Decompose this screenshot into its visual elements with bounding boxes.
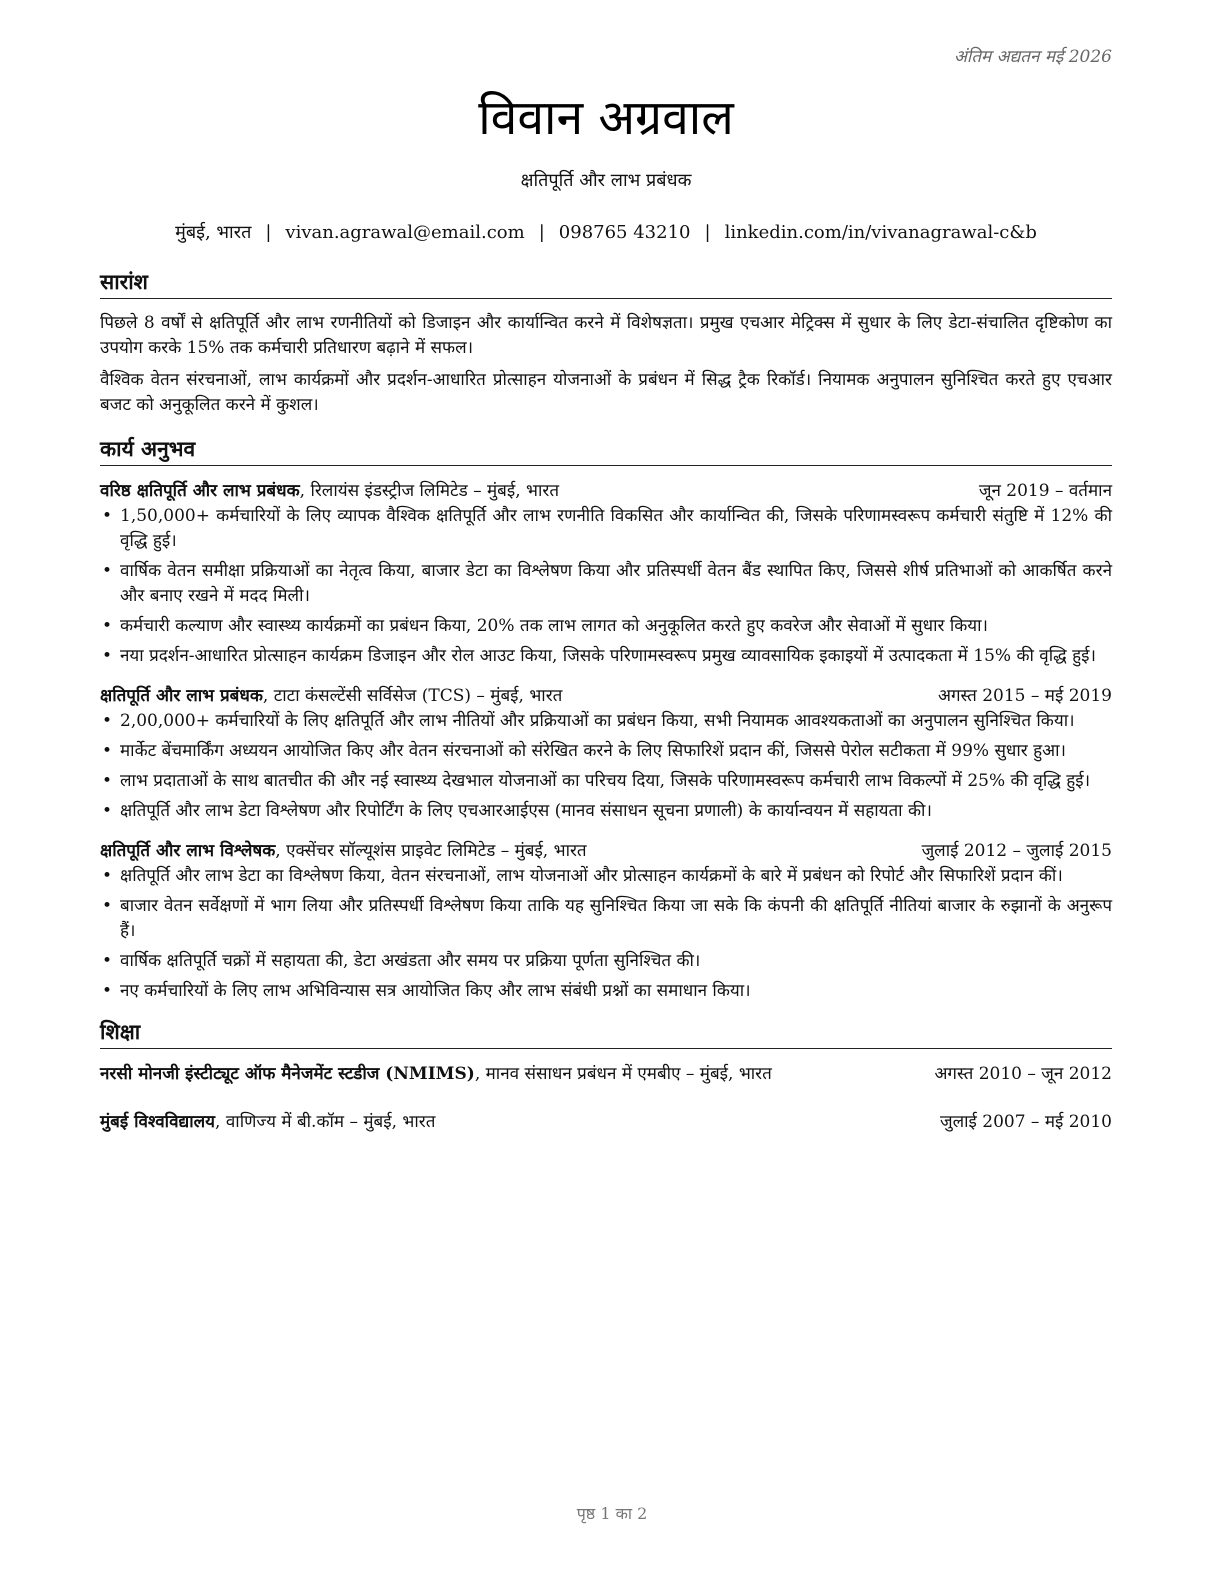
job-header [100,683,1112,709]
resume-page [100,0,1112,1584]
education-entry [100,1109,1112,1135]
contact-line [100,220,1112,244]
contact-location: मुंबई, भारत [175,222,252,243]
education-degree: , वाणिज्य में बी.कॉम – मुंबई, भारत [215,1112,436,1132]
experience-section [100,435,1112,1004]
summary-paragraph: पिछले 8 वर्षों से क्षतिपूर्ति और लाभ रणनीतियों को डिजाइन और कार्यान्वित करने में विशेषज्ञता। प्रमुख एचआर मेट्रिक्स में सुधार के लिए डेटा-संचालित दृष्टिकोण का उपयोग करके 15% तक कर्मचारी प्रतिधारण बढ़ाने में सफल। [100,313,1112,358]
job-role-company [100,683,562,709]
contact-email[interactable]: vivan.agrawal@email.com [285,222,525,243]
job-dates: अगस्त 2015 – मई 2019 [937,686,1112,706]
job-bullets [100,709,1112,824]
job-company: , एक्सेंचर सॉल्यूशंस प्राइवेट लिमिटेड – मुंबई, भारत [275,841,587,861]
job-role: वरिष्ठ क्षतिपूर्ति और लाभ प्रबंधक [100,481,300,501]
contact-linkedin[interactable]: linkedin.com/in/vivanagrawal-c&b [724,222,1037,243]
job-role: क्षतिपूर्ति और लाभ प्रबंधक [100,686,263,706]
job-bullet: • लाभ प्रदाताओं के साथ बातचीत की और नई स्वास्थ्य देखभाल योजनाओं का परिचय दिया, जिसके परिणामस्वरूप कर्मचारी लाभ विकल्पों में 25% की वृद्धि हुई। [100,769,1112,794]
education-institution-degree [100,1061,772,1087]
job-header [100,838,1112,864]
job-bullet: • नया प्रदर्शन-आधारित प्रोत्साहन कार्यक्रम डिजाइन और रोल आउट किया, जिसके परिणामस्वरूप प्रमुख व्यावसायिक इकाइयों में उत्पादकता में 15% की वृद्धि हुई। [100,644,1112,669]
job-bullet: • वार्षिक क्षतिपूर्ति चक्रों में सहायता की, डेटा अखंडता और समय पर प्रक्रिया पूर्णता सुनिश्चित की। [100,949,1112,974]
education-heading: शिक्षा [100,1018,1112,1049]
job-bullet: • कर्मचारी कल्याण और स्वास्थ्य कार्यक्रमों का प्रबंधन किया, 20% तक लाभ लागत को अनुकूलित करते हुए कवरेज और सेवाओं में सुधार किया। [100,614,1112,639]
education-institution-degree [100,1109,435,1135]
job-entry [100,478,1112,669]
contact-phone[interactable]: 098765 43210 [558,222,691,243]
education-entry [100,1061,1112,1087]
job-dates: जून 2019 – वर्तमान [978,481,1112,501]
summary-heading: सारांश [100,268,1112,299]
job-entry [100,683,1112,824]
contact-separator: | [704,222,711,243]
summary-section [100,268,1112,418]
job-bullet: • क्षतिपूर्ति और लाभ डेटा विश्लेषण और रिपोर्टिंग के लिए एचआरआईएस (मानव संसाधन सूचना प्रणाली) के कार्यान्वयन में सहायता की। [100,799,1112,824]
summary-paragraph: वैश्विक वेतन संरचनाओं, लाभ कार्यक्रमों और प्रदर्शन-आधारित प्रोत्साहन योजनाओं के प्रबंधन में सिद्ध ट्रैक रिकॉर्ड। नियामक अनुपालन सुनिश्चित करते हुए एचआर बजट को अनुकूलित करने में कुशल। [100,370,1112,415]
education-dates: जुलाई 2007 – मई 2010 [939,1112,1112,1132]
candidate-name: विवान अग्रवाल [478,90,734,146]
education-degree: , मानव संसाधन प्रबंधन में एमबीए – मुंबई, भारत [474,1064,772,1084]
candidate-title: क्षतिपूर्ति और लाभ प्रबंधक [520,170,692,191]
job-company: , टाटा कंसल्टेंसी सर्विसेज (TCS) – मुंबई, भारत [262,686,563,706]
last-updated: अंतिम अद्यतन मई 2026 [953,47,1112,67]
job-bullet: • क्षतिपूर्ति और लाभ डेटा का विश्लेषण किया, वेतन संरचनाओं, लाभ योजनाओं और प्रोत्साहन कार्यक्रमों के बारे में प्रबंधन को रिपोर्ट और सिफारिशें प्रदान कीं। [100,864,1112,889]
job-role: क्षतिपूर्ति और लाभ विश्लेषक [100,841,276,861]
job-bullet: • 2,00,000+ कर्मचारियों के लिए क्षतिपूर्ति और लाभ नीतियों और प्रक्रियाओं का प्रबंधन किया, सभी नियामक आवश्यकताओं का अनुपालन सुनिश्चित किया। [100,709,1112,734]
job-bullets [100,504,1112,669]
contact-separator: | [538,222,545,243]
job-entry [100,838,1112,1004]
job-header [100,478,1112,504]
job-bullet: • वार्षिक वेतन समीक्षा प्रक्रियाओं का नेतृत्व किया, बाजार डेटा का विश्लेषण किया और प्रतिस्पर्धी वेतन बैंड स्थापित किए, जिससे शीर्ष प्रतिभाओं को आकर्षित करने और बनाए रखने में मदद मिली। [100,559,1112,609]
experience-heading: कार्य अनुभव [100,435,1112,466]
resume-body [100,268,1112,1157]
job-role-company [100,478,559,504]
contact-separator: | [265,222,272,243]
education-institution: मुंबई विश्वविद्यालय [100,1112,216,1132]
job-bullet: • 1,50,000+ कर्मचारियों के लिए व्यापक वैश्विक क्षतिपूर्ति और लाभ रणनीति विकसित और कार्यान्वित की, जिसके परिणामस्वरूप कर्मचारी संतुष्टि में 12% की वृद्धि हुई। [100,504,1112,554]
education-section [100,1018,1112,1135]
job-bullet: • मार्केट बेंचमार्किंग अध्ययन आयोजित किए और वेतन संरचनाओं को संरेखित करने के लिए सिफारिशें प्रदान कीं, जिससे पेरोल सटीकता में 99% सुधार हुआ। [100,739,1112,764]
job-role-company [100,838,587,864]
education-dates: अगस्त 2010 – जून 2012 [934,1064,1112,1084]
job-bullet: • नए कर्मचारियों के लिए लाभ अभिविन्यास सत्र आयोजित किए और लाभ संबंधी प्रश्नों का समाधान किया। [100,979,1112,1004]
job-company: , रिलायंस इंडस्ट्रीज लिमिटेड – मुंबई, भारत [299,481,560,501]
job-dates: जुलाई 2012 – जुलाई 2015 [921,841,1112,861]
job-bullet: • बाजार वेतन सर्वेक्षणों में भाग लिया और प्रतिस्पर्धी विश्लेषण किया ताकि यह सुनिश्चित किया जा सके कि कंपनी की क्षतिपूर्ति नीतियां बाजार के रुझानों के अनुरूप हैं। [100,894,1112,944]
education-institution: नरसी मोनजी इंस्टीट्यूट ऑफ मैनेजमेंट स्टडीज (NMIMS) [100,1064,475,1084]
page-number: पृष्ठ 1 का 2 [576,1504,648,1523]
job-bullets [100,864,1112,1004]
